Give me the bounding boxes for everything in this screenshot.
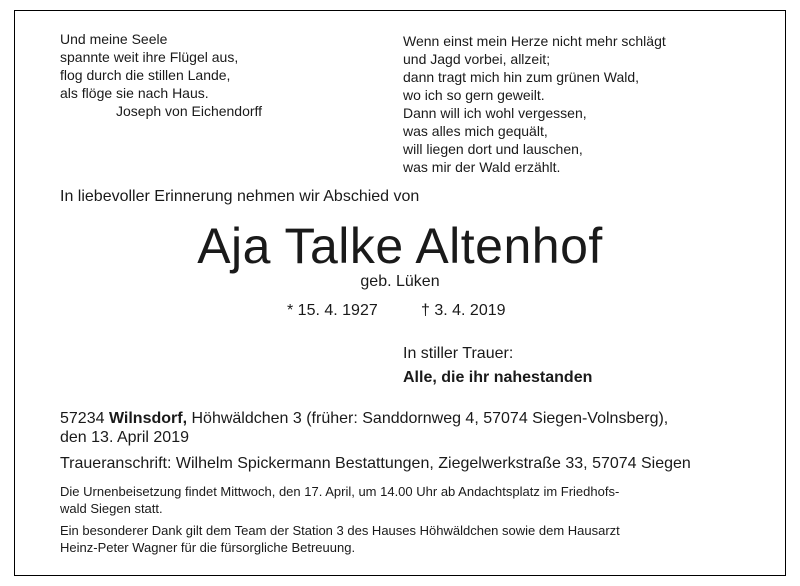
poem-left — [60, 30, 262, 120]
note-line: wald Siegen statt. — [60, 501, 163, 516]
poem-right — [403, 32, 666, 176]
trauer-address: Traueranschrift: Wilhelm Spickermann Bestattungen, Ziegelwerkstraße 33, 57074 Siegen — [60, 455, 691, 472]
intro-text: In liebevoller Erinnerung nehmen wir Abschied von — [60, 188, 420, 205]
poem-line: und Jagd vorbei, allzeit; — [403, 51, 551, 67]
address-line — [60, 409, 760, 428]
date-line: den 13. April 2019 — [60, 429, 189, 446]
postcode: 57234 — [60, 410, 105, 427]
thanks-note — [60, 522, 620, 556]
urn-note — [60, 483, 619, 517]
poem-line: Wenn einst mein Herze nicht mehr schlägt — [403, 33, 666, 49]
note-line: Die Urnenbeisetzung findet Mittwoch, den 17. April, um 14.00 Uhr ab Andachtsplatz im Friedhofs- — [60, 484, 620, 499]
poem-line: als flöge sie nach Haus. — [60, 85, 209, 101]
deceased-name: Aja Talke Altenhof — [197, 218, 603, 274]
mourning-label: In stiller Trauer: — [403, 345, 514, 362]
note-line: Ein besonderer Dank gilt dem Team der Station 3 des Hauses Höhwäldchen sowie dem Hausarzt — [60, 523, 620, 538]
poem-line: dann tragt mich hin zum grünen Wald, — [403, 69, 640, 85]
poem-line: was alles mich gequält, — [403, 123, 548, 139]
address-block — [60, 409, 760, 447]
poem-line: flog durch die stillen Lande, — [60, 67, 231, 83]
mourners: Alle, die ihr nahestanden — [403, 369, 593, 386]
birth-date: * 15. 4. 1927 — [287, 302, 378, 319]
poem-line: was mir der Wald erzählt. — [403, 159, 561, 175]
poem-author: Joseph von Eichendorff — [116, 103, 263, 119]
maiden-name: geb. Lüken — [360, 273, 440, 290]
poem-line: spannte weit ihre Flügel aus, — [60, 49, 239, 65]
poem-line: wo ich so gern geweilt. — [403, 87, 545, 103]
note-line: Heinz-Peter Wagner für die fürsorgliche Betreuung. — [60, 540, 356, 555]
poem-line: Dann will ich wohl vergessen, — [403, 105, 587, 121]
street: Höhwäldchen 3 (früher: Sanddornweg 4, 57074 Siegen-Volnsberg), — [191, 410, 669, 427]
poem-line: Und meine Seele — [60, 31, 168, 47]
poem-line: will liegen dort und lauschen, — [403, 141, 583, 157]
death-date: † 3. 4. 2019 — [421, 302, 506, 319]
town: Wilnsdorf, — [108, 410, 188, 427]
